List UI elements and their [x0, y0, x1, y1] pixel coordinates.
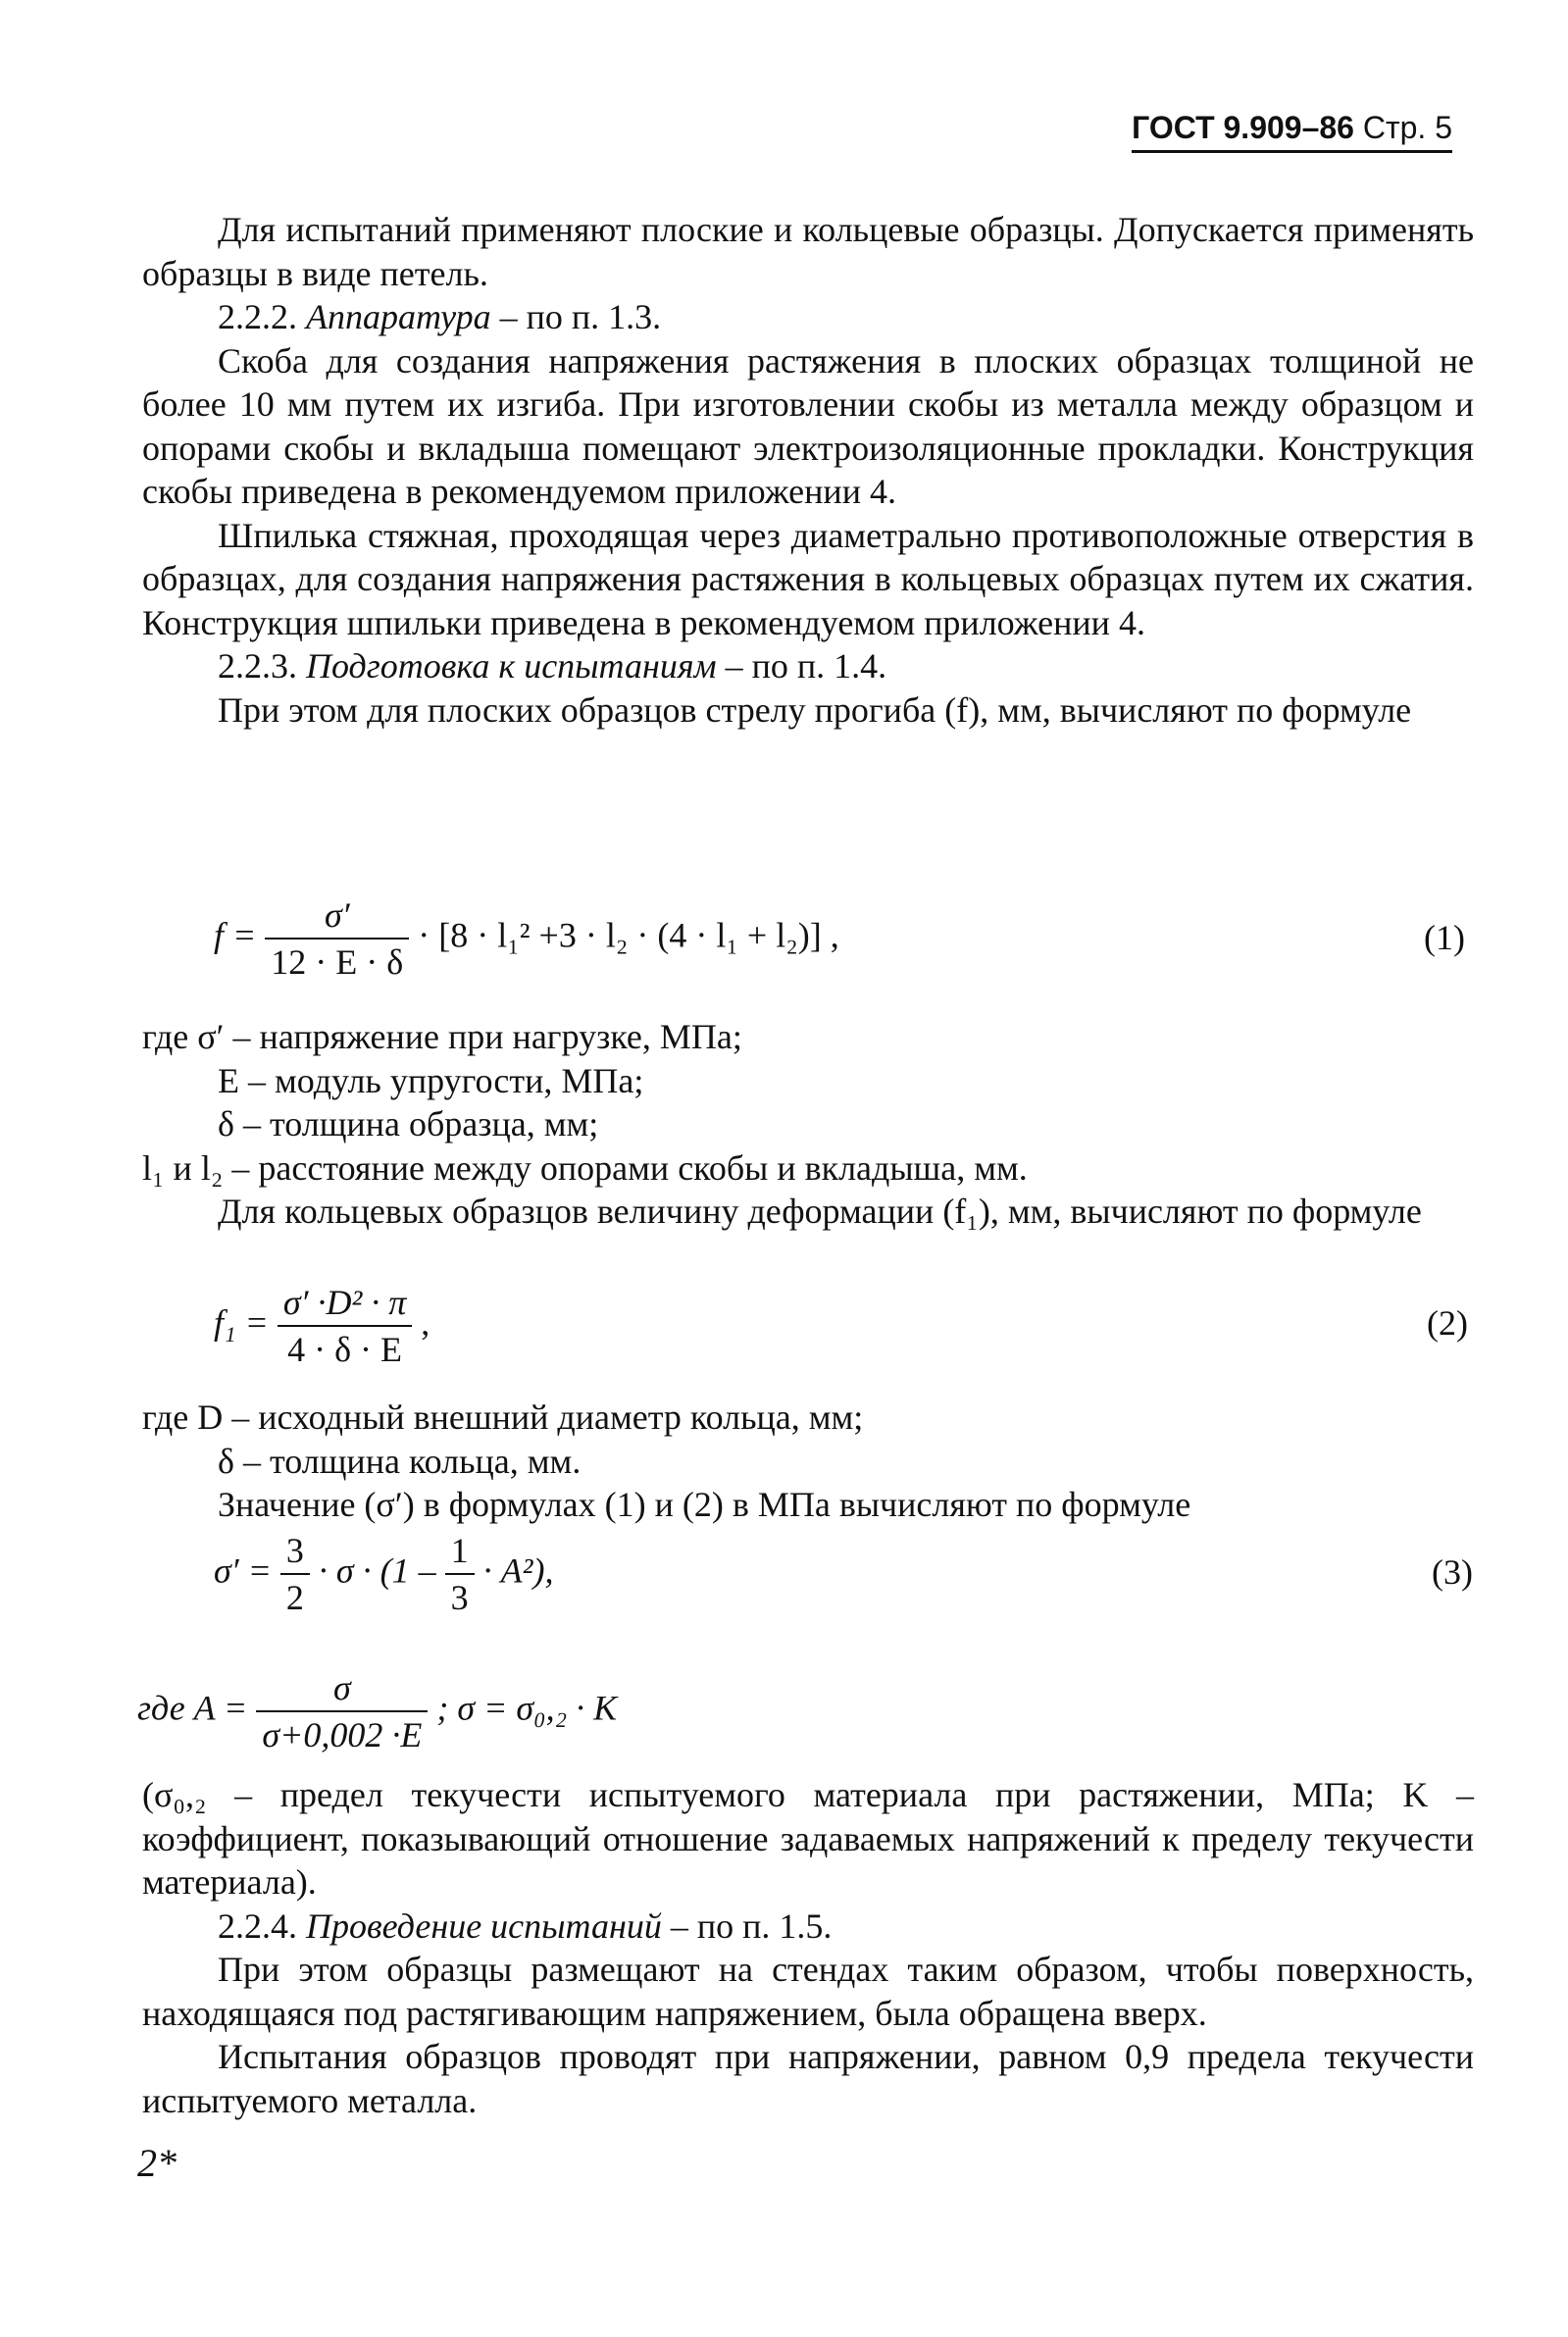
paragraph-placement: При этом образцы размещают на стендах таким образом, чтобы поверхность, находящаяся под растягивающим напряжением, была обращена вверх. — [142, 1950, 1474, 2033]
formula-3-numerator-b: 1 — [450, 1531, 469, 1570]
formula-4-lhs: где A = — [137, 1688, 248, 1728]
where-block-2 — [142, 1396, 1474, 1527]
formula-2 — [214, 1282, 430, 1370]
paragraph-yield-note: (σ₀,₂ – предел текучести испытуемого материала при растяжении, МПа; K – коэффициент, показывающий отношение задаваемых напряжений к пределу текучести материала). — [142, 1775, 1474, 1902]
where-line: δ – толщина кольца, мм. — [218, 1441, 582, 1481]
section-title: Подготовка к испытаниям — [306, 646, 717, 686]
section-number: 2.2.3. — [218, 646, 297, 686]
section-ref: – по п. 1.3. — [490, 297, 662, 336]
standard-number: ГОСТ 9.909–86 — [1132, 110, 1354, 145]
formula-2-number: (2) — [1427, 1303, 1468, 1343]
formula-2-fraction — [278, 1282, 412, 1370]
formula-3-number: (3) — [1432, 1552, 1473, 1592]
section-number: 2.2.4. — [218, 1905, 297, 1946]
formula-1-fraction — [265, 894, 409, 983]
formula-4-denominator: σ+0,002 ·E — [256, 1710, 428, 1755]
formula-3-denominator-a: 2 — [280, 1573, 310, 1618]
where-line: E – модуль упругости, МПа; — [218, 1060, 644, 1100]
page-header — [1132, 110, 1452, 153]
formula-1-denominator: 12 · E · δ — [265, 938, 409, 983]
section-title: Аппаратура — [306, 297, 491, 336]
paragraph-deflection: При этом для плоских образцов стрелу прогиба (f), мм, вычисляют по формуле — [218, 689, 1412, 730]
formula-4 — [137, 1667, 617, 1755]
formula-1-number: (1) — [1424, 918, 1465, 957]
formula-1-numerator: σ′ — [324, 895, 350, 935]
section-2-2-3 — [142, 644, 1474, 688]
formula-2-rhs: , — [421, 1302, 430, 1343]
formula-2-denominator: 4 · δ · E — [278, 1325, 412, 1370]
signature-mark: 2* — [137, 2141, 177, 2185]
section-2-2-4 — [142, 1905, 1474, 1949]
section-title: Проведение испытаний — [306, 1905, 662, 1946]
text-block-top — [142, 208, 1474, 732]
section-number: 2.2.2. — [218, 297, 297, 336]
paragraph-stud: Шпилька стяжная, проходящая через диаметрально противоположные отверстия в образцах, для создания напряжения растяжения в кольцевых образцах путем их сжатия. Конструкция шпильки приведена в рекомендуемом приложении 4. — [142, 515, 1474, 642]
paragraph-bracket: Скоба для создания напряжения растяжения в плоских образцах толщиной не более 10 мм путем их изгиба. При изготовлении скобы из металла между образцом и опорами скобы и вкладыша помещают электроизоляционные прокладки. Конструкция скобы приведена в рекомендуемом приложении 4. — [142, 340, 1474, 511]
formula-3-fraction-a — [280, 1530, 310, 1618]
formula-2-lhs: f₁ = — [214, 1302, 269, 1343]
formula-4-numerator: σ — [332, 1668, 351, 1707]
where-block-1 — [142, 1015, 1474, 1190]
where-line: l₁ и l₂ – расстояние между опорами скобы и вкладыша, мм. — [142, 1147, 1028, 1188]
formula-3 — [214, 1530, 553, 1618]
where-line: где σ′ – напряжение при нагрузке, МПа; — [142, 1017, 742, 1056]
where-line: где D – исходный внешний диаметр кольца, мм; — [142, 1397, 864, 1437]
formula-3-numerator-a: 3 — [285, 1531, 304, 1570]
formula-1-rhs: · [8 · l₁² +3 · l₂ · (4 · l₁ + l₂)] , — [418, 915, 839, 955]
paragraph-samples: Для испытаний применяют плоские и кольцевые образцы. Допускается применять образцы в виде петель. — [142, 210, 1474, 293]
section-2-2-2 — [142, 295, 1474, 339]
formula-4-fraction — [256, 1667, 428, 1755]
formula-3-fraction-b — [445, 1530, 475, 1618]
section-ref: – по п. 1.4. — [716, 646, 887, 686]
formula-3-middle: · σ · (1 – — [318, 1550, 436, 1591]
formula-3-end: · A²), — [482, 1550, 554, 1591]
formula-1-lhs: f = — [214, 915, 257, 955]
text-block-bottom — [142, 1773, 1474, 2122]
paragraph-stress-value: Значение (σ′) в формулах (1) и (2) в МПа вычисляют по формуле — [218, 1485, 1191, 1524]
text-block-ring — [142, 1190, 1474, 1234]
paragraph-ring-deformation: Для кольцевых образцов величину деформации (f₁), мм, вычисляют по формуле — [218, 1192, 1422, 1231]
formula-3-lhs: σ′ = — [214, 1550, 272, 1591]
where-line: δ – толщина образца, мм; — [218, 1104, 599, 1143]
formula-4-rhs: ; σ = σ₀,₂ · K — [436, 1688, 618, 1728]
section-ref: – по п. 1.5. — [661, 1905, 833, 1946]
paragraph-test-stress: Испытания образцов проводят при напряжении, равном 0,9 предела текучести испытуемого металла. — [142, 2037, 1474, 2120]
formula-2-numerator: σ′ ·D² · π — [282, 1283, 407, 1322]
formula-1 — [214, 894, 839, 983]
formula-3-denominator-b: 3 — [445, 1573, 475, 1618]
page-number: Стр. 5 — [1362, 110, 1452, 145]
